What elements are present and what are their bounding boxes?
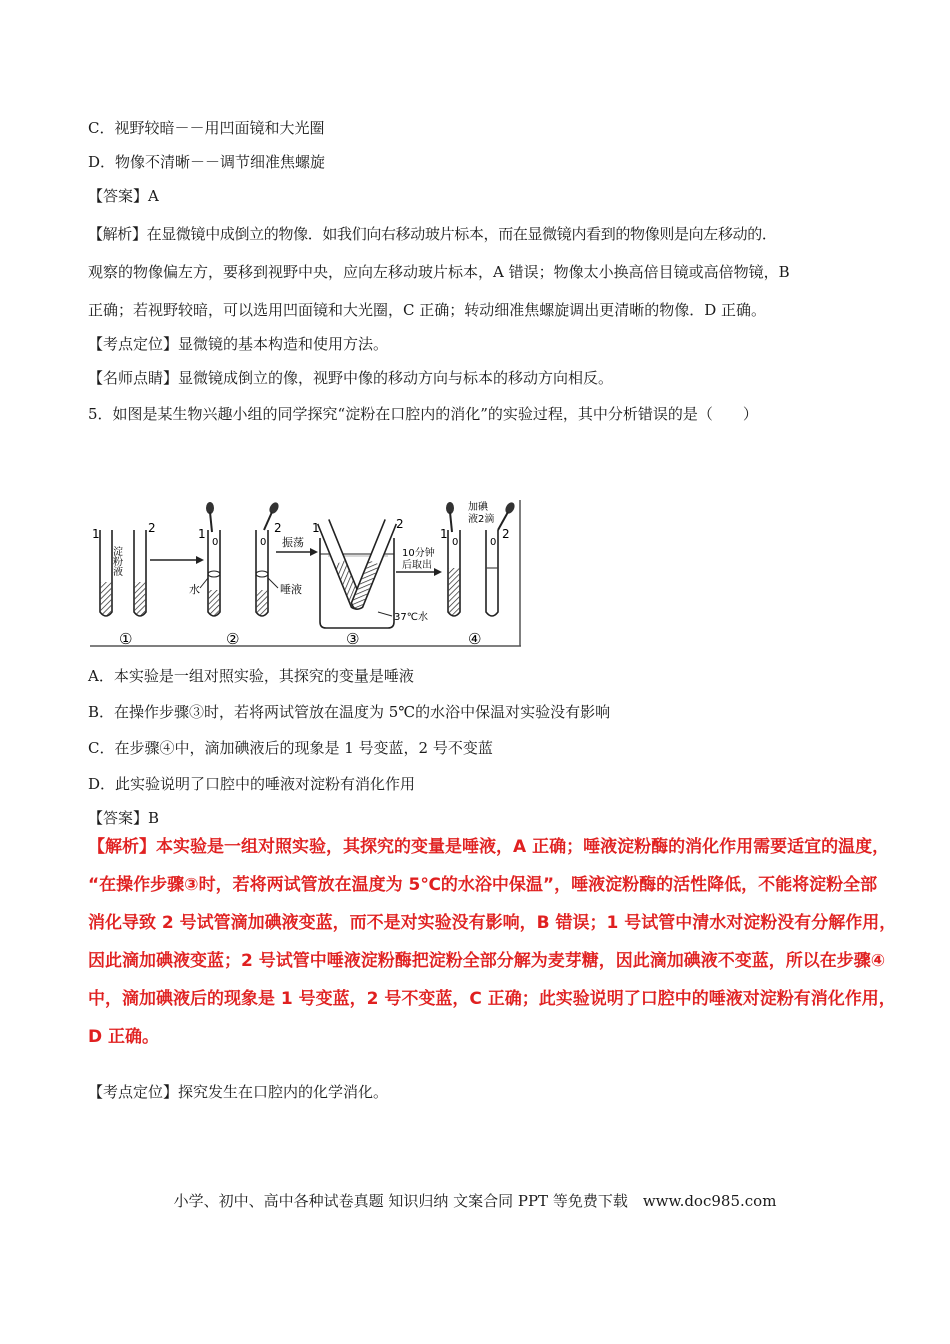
q5-analysis-line: D 正确。 xyxy=(88,1027,160,1047)
starch-label: 淀粉液 xyxy=(110,546,122,576)
bath-label: 37℃水 xyxy=(394,612,428,623)
q5-answer: 【答案】B xyxy=(88,809,160,827)
q5-analysis-line: 【解析】本实验是一组对照实验，其探究的变量是唾液，A 正确；唾液淀粉酶的消化作用需要适宜的温度， xyxy=(88,837,890,857)
q4-analysis-line: 观察的物像偏左方，要移到视野中央，应向左移动玻片标本，A 错误；物像太小换高倍目镜或高倍物镜，B xyxy=(88,263,790,281)
q5-analysis-line: 中，滴加碘液后的现象是 1 号变蓝，2 号不变蓝，C 正确；此实验说明了口腔中的唾液对淀粉有消化作用， xyxy=(88,989,896,1009)
page-footer: 小学、初中、高中各种试卷真题 知识归纳 文案合同 PPT 等免费下载 www.doc985.com xyxy=(173,1192,777,1210)
step1-tube2-label: 2 xyxy=(148,521,156,535)
experiment-figure xyxy=(88,498,523,650)
step4-tube-marker: 0 xyxy=(490,537,497,548)
q5-analysis-line: 因此滴加碘液变蓝；2 号试管中唾液淀粉酶把淀粉全部分解为麦芽糖，因此滴加碘液不变蓝，所以在步骤④ xyxy=(88,951,886,971)
q5-option-b: B．在操作步骤③时，若将两试管放在温度为 5℃的水浴中保温对实验没有影响 xyxy=(88,703,611,721)
step2-number: ② xyxy=(226,630,240,648)
step3-tube2-label: 2 xyxy=(396,517,404,531)
step1-tubes xyxy=(100,530,146,616)
step4-tube1-label: 1 xyxy=(440,527,448,541)
q5-analysis xyxy=(88,828,897,1056)
q4-option-d: D．物像不清晰－－调节细准焦螺旋 xyxy=(88,153,326,171)
step4-number: ④ xyxy=(468,630,482,648)
q5-option-a: A．本实验是一组对照实验，其探究的变量是唾液 xyxy=(88,667,414,685)
q5-option-d: D．此实验说明了口腔中的唾液对淀粉有消化作用 xyxy=(88,775,416,793)
step2-tubes xyxy=(206,501,280,616)
step3-water-bath xyxy=(318,519,397,628)
step2-tube2-label: 2 xyxy=(274,521,282,535)
step4-tube-marker: 0 xyxy=(452,537,459,548)
arrow-2-head xyxy=(310,548,318,556)
q4-analysis-line: 正确；若视野较暗，可以选用凹面镜和大光圈，C 正确；转动细准焦螺旋调出更清晰的物像．D 正确。 xyxy=(88,301,767,319)
time-label-2: 后取出 xyxy=(402,560,432,571)
step1-tube1-label: 1 xyxy=(92,527,100,541)
arrow-3-head xyxy=(434,568,442,576)
q5-stem: 5．如图是某生物兴趣小组的同学探究“淀粉在口腔内的消化”的实验过程，其中分析错误的是（ ） xyxy=(88,405,758,423)
q5-analysis-line: 消化导致 2 号试管滴加碘液变蓝，而不是对实验没有影响，B 错误；1 号试管中清水对淀粉没有分解作用， xyxy=(88,913,897,933)
step4-tube2-label: 2 xyxy=(502,527,510,541)
time-label-1: 10分钟 xyxy=(402,548,435,559)
q4-kaodian: 【考点定位】显微镜的基本构造和使用方法。 xyxy=(88,335,389,353)
q4-answer: 【答案】A xyxy=(88,187,159,205)
saliva-label: 唾液 xyxy=(280,583,302,596)
step1-number: ① xyxy=(119,630,133,648)
step2-tube1-label: 1 xyxy=(198,527,206,541)
step3-number: ③ xyxy=(346,630,360,648)
arrow-1-head xyxy=(196,556,204,564)
shake-label: 振荡 xyxy=(282,536,304,549)
q4-option-c: C．视野较暗－－用凹面镜和大光圈 xyxy=(88,119,325,137)
step2-tube-marker: 0 xyxy=(260,537,267,548)
iodine-label-1: 加碘 xyxy=(468,502,488,513)
q5-analysis-line: “在操作步骤③时，若将两试管放在温度为 5℃的水浴中保温”，唾液淀粉酶的活性降低，不能将淀粉全部 xyxy=(88,875,878,895)
q4-analysis-line: 【解析】在显微镜中成倒立的物像．如我们向右移动玻片标本，而在显微镜内看到的物像则是向左移动的． xyxy=(88,225,777,243)
q5-option-c: C．在步骤④中，滴加碘液后的现象是 1 号变蓝，2 号不变蓝 xyxy=(88,739,493,757)
step3-tube1-label: 1 xyxy=(312,521,320,535)
iodine-label-2: 液2滴 xyxy=(468,514,495,525)
q4-mingshi: 【名师点睛】显微镜成倒立的像，视野中像的移动方向与标本的移动方向相反。 xyxy=(88,369,614,387)
water-label: 水 xyxy=(189,583,200,596)
step2-tube-marker: 0 xyxy=(212,537,219,548)
q5-kaodian: 【考点定位】探究发生在口腔内的化学消化。 xyxy=(88,1083,389,1101)
